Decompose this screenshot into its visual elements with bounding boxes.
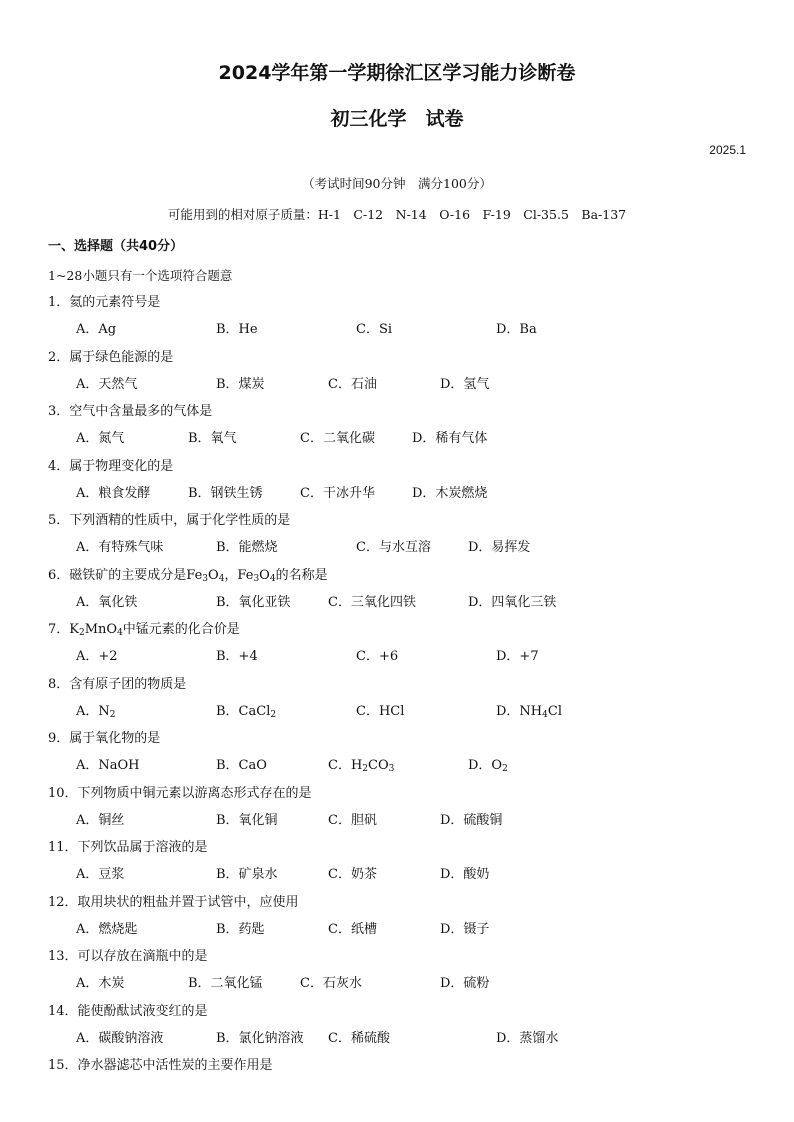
- option-b[interactable]: B．氧气: [188, 431, 237, 446]
- question-options: [0, 536, 794, 556]
- question-options: [0, 427, 794, 447]
- atomic-masses: 可能用到的相对原子质量：H-1 C-12 N-14 O-16 F-19 Cl-35.5 Ba-137: [167, 207, 627, 222]
- option-b[interactable]: B．CaO: [216, 758, 267, 773]
- option-a[interactable]: A．木炭: [76, 976, 125, 991]
- option-a[interactable]: A．燃烧匙: [76, 921, 138, 937]
- option-d[interactable]: D．+7: [496, 649, 539, 664]
- question-item: [0, 289, 794, 344]
- exam-title: 2024学年第一学期徐汇区学习能力诊断卷: [218, 62, 576, 84]
- option-c[interactable]: C．二氧化碳: [300, 431, 375, 446]
- option-b[interactable]: B．+4: [216, 649, 258, 664]
- question-item: [0, 943, 794, 998]
- section-title: 一、选择题（共40分）: [48, 239, 184, 254]
- question-stem: 6．磁铁矿的主要成分是$Fe_3O_4$，$Fe_3O_4$的名称是: [48, 567, 328, 584]
- question-stem: 4．属于物理变化的是: [48, 458, 174, 474]
- option-c[interactable]: C．HCl: [356, 703, 405, 719]
- option-c[interactable]: C．$H_2CO_3$: [328, 758, 395, 774]
- option-c[interactable]: C．+6: [356, 649, 399, 664]
- question-options: [0, 373, 794, 393]
- option-b[interactable]: B．CaCl$_2$: [216, 703, 277, 720]
- question-item: [0, 671, 794, 726]
- option-b[interactable]: B．氧化亚铁: [216, 594, 291, 610]
- option-c[interactable]: C．Si: [356, 322, 393, 337]
- question-item: [0, 780, 794, 835]
- question-item: [0, 834, 794, 889]
- exam-time-note: （考试时间90分钟 满分100分）: [302, 176, 492, 191]
- option-c[interactable]: C．奶茶: [328, 867, 377, 882]
- option-b[interactable]: B．二氧化锰: [188, 976, 263, 991]
- option-d[interactable]: D．酸奶: [440, 867, 490, 882]
- option-d[interactable]: D．木炭燃烧: [412, 485, 488, 501]
- question-options: [0, 918, 794, 938]
- option-a[interactable]: A．+2: [76, 649, 118, 664]
- option-b[interactable]: B．药匙: [216, 921, 265, 937]
- option-a[interactable]: A．粮食发酵: [76, 485, 151, 501]
- option-d[interactable]: D．易挥发: [468, 540, 531, 555]
- question-stem: 7．$K_2MnO_4$中锰元素的化合价是: [48, 622, 240, 638]
- question-options: [0, 1027, 794, 1047]
- option-a[interactable]: A．氮气: [76, 431, 125, 446]
- question-options: [0, 863, 794, 883]
- question-stem: 12．取用块状的粗盐并置于试管中，应使用: [48, 894, 299, 910]
- option-a[interactable]: A．有特殊气味: [76, 540, 164, 555]
- option-c[interactable]: C．与水互溶: [356, 540, 431, 555]
- question-item: [0, 1052, 794, 1107]
- question-item: [0, 453, 794, 508]
- option-c[interactable]: C．纸槽: [328, 921, 377, 937]
- question-stem: 15．净水器滤芯中活性炭的主要作用是: [48, 1058, 273, 1073]
- question-stem: 5．下列酒精的性质中，属于化学性质的是: [48, 513, 291, 528]
- option-d[interactable]: D．镊子: [440, 921, 490, 937]
- question-stem: 3．空气中含量最多的气体是: [48, 404, 213, 419]
- option-a[interactable]: A．天然气: [76, 376, 138, 392]
- question-list: [0, 289, 794, 1107]
- question-options: [0, 482, 794, 502]
- question-item: [0, 725, 794, 780]
- option-c[interactable]: C．石油: [328, 376, 377, 392]
- question-stem: 1．氦的元素符号是: [48, 295, 161, 310]
- option-d[interactable]: D．蒸馏水: [496, 1030, 559, 1046]
- option-c[interactable]: C．稀硫酸: [328, 1030, 390, 1046]
- option-c[interactable]: C．石灰水: [300, 976, 362, 991]
- option-d[interactable]: D．$O_2$: [468, 758, 508, 774]
- question-stem: 8．含有原子团的物质是: [48, 676, 187, 692]
- option-d[interactable]: D．硫酸铜: [440, 812, 503, 828]
- option-a[interactable]: A．铜丝: [76, 812, 125, 828]
- option-c[interactable]: C．胆矾: [328, 812, 377, 828]
- option-b[interactable]: B．钢铁生锈: [188, 485, 263, 501]
- question-options: [0, 809, 794, 829]
- option-d[interactable]: D．稀有气体: [412, 431, 488, 446]
- question-item: [0, 398, 794, 453]
- question-item: [0, 889, 794, 944]
- option-a[interactable]: A．Ag: [76, 322, 117, 337]
- question-options: [0, 318, 794, 338]
- option-a[interactable]: A．碳酸钠溶液: [76, 1030, 164, 1046]
- option-a[interactable]: A．氧化铁: [76, 594, 138, 610]
- question-stem: 2．属于绿色能源的是: [48, 349, 174, 365]
- exam-date: 2025.1: [709, 143, 746, 157]
- option-a[interactable]: A．$N_2$: [76, 703, 116, 720]
- question-options: [0, 972, 794, 992]
- question-options: [0, 754, 794, 774]
- option-b[interactable]: B．矿泉水: [216, 867, 278, 882]
- option-d[interactable]: D．四氧化三铁: [468, 594, 557, 610]
- option-d[interactable]: D．氢气: [440, 376, 490, 392]
- question-stem: 10．下列物质中铜元素以游离态形式存在的是: [48, 785, 312, 801]
- question-item: [0, 616, 794, 671]
- question-item: [0, 507, 794, 562]
- option-d[interactable]: D．Ba: [496, 322, 537, 337]
- option-a[interactable]: A．豆浆: [76, 867, 125, 882]
- question-stem: 9．属于氧化物的是: [48, 731, 161, 746]
- option-b[interactable]: B．能燃烧: [216, 540, 278, 555]
- option-b[interactable]: B．煤炭: [216, 376, 265, 392]
- option-a[interactable]: A．NaOH: [76, 758, 140, 773]
- section-instruction: 1~28小题只有一个选项符合题意: [48, 268, 233, 283]
- option-d[interactable]: D．$NH_4Cl$: [496, 703, 562, 720]
- option-c[interactable]: C．三氧化四铁: [328, 594, 416, 610]
- question-item: [0, 562, 794, 617]
- option-b[interactable]: B．He: [216, 322, 258, 337]
- exam-subtitle: 初三化学 试卷: [330, 108, 464, 130]
- question-options: [0, 645, 794, 665]
- question-item: [0, 998, 794, 1053]
- question-stem: 14．能使酚酞试液变红的是: [48, 1003, 208, 1019]
- option-d[interactable]: D．硫粉: [440, 976, 490, 991]
- question-stem: 13．可以存放在滴瓶中的是: [48, 949, 208, 964]
- question-options: [0, 591, 794, 611]
- option-c[interactable]: C．干冰升华: [300, 485, 375, 501]
- question-stem: 11．下列饮品属于溶液的是: [48, 840, 208, 855]
- option-b[interactable]: B．氯化钠溶液: [216, 1030, 304, 1046]
- question-item: [0, 344, 794, 399]
- option-b[interactable]: B．氧化铜: [216, 812, 278, 828]
- question-options: [0, 700, 794, 720]
